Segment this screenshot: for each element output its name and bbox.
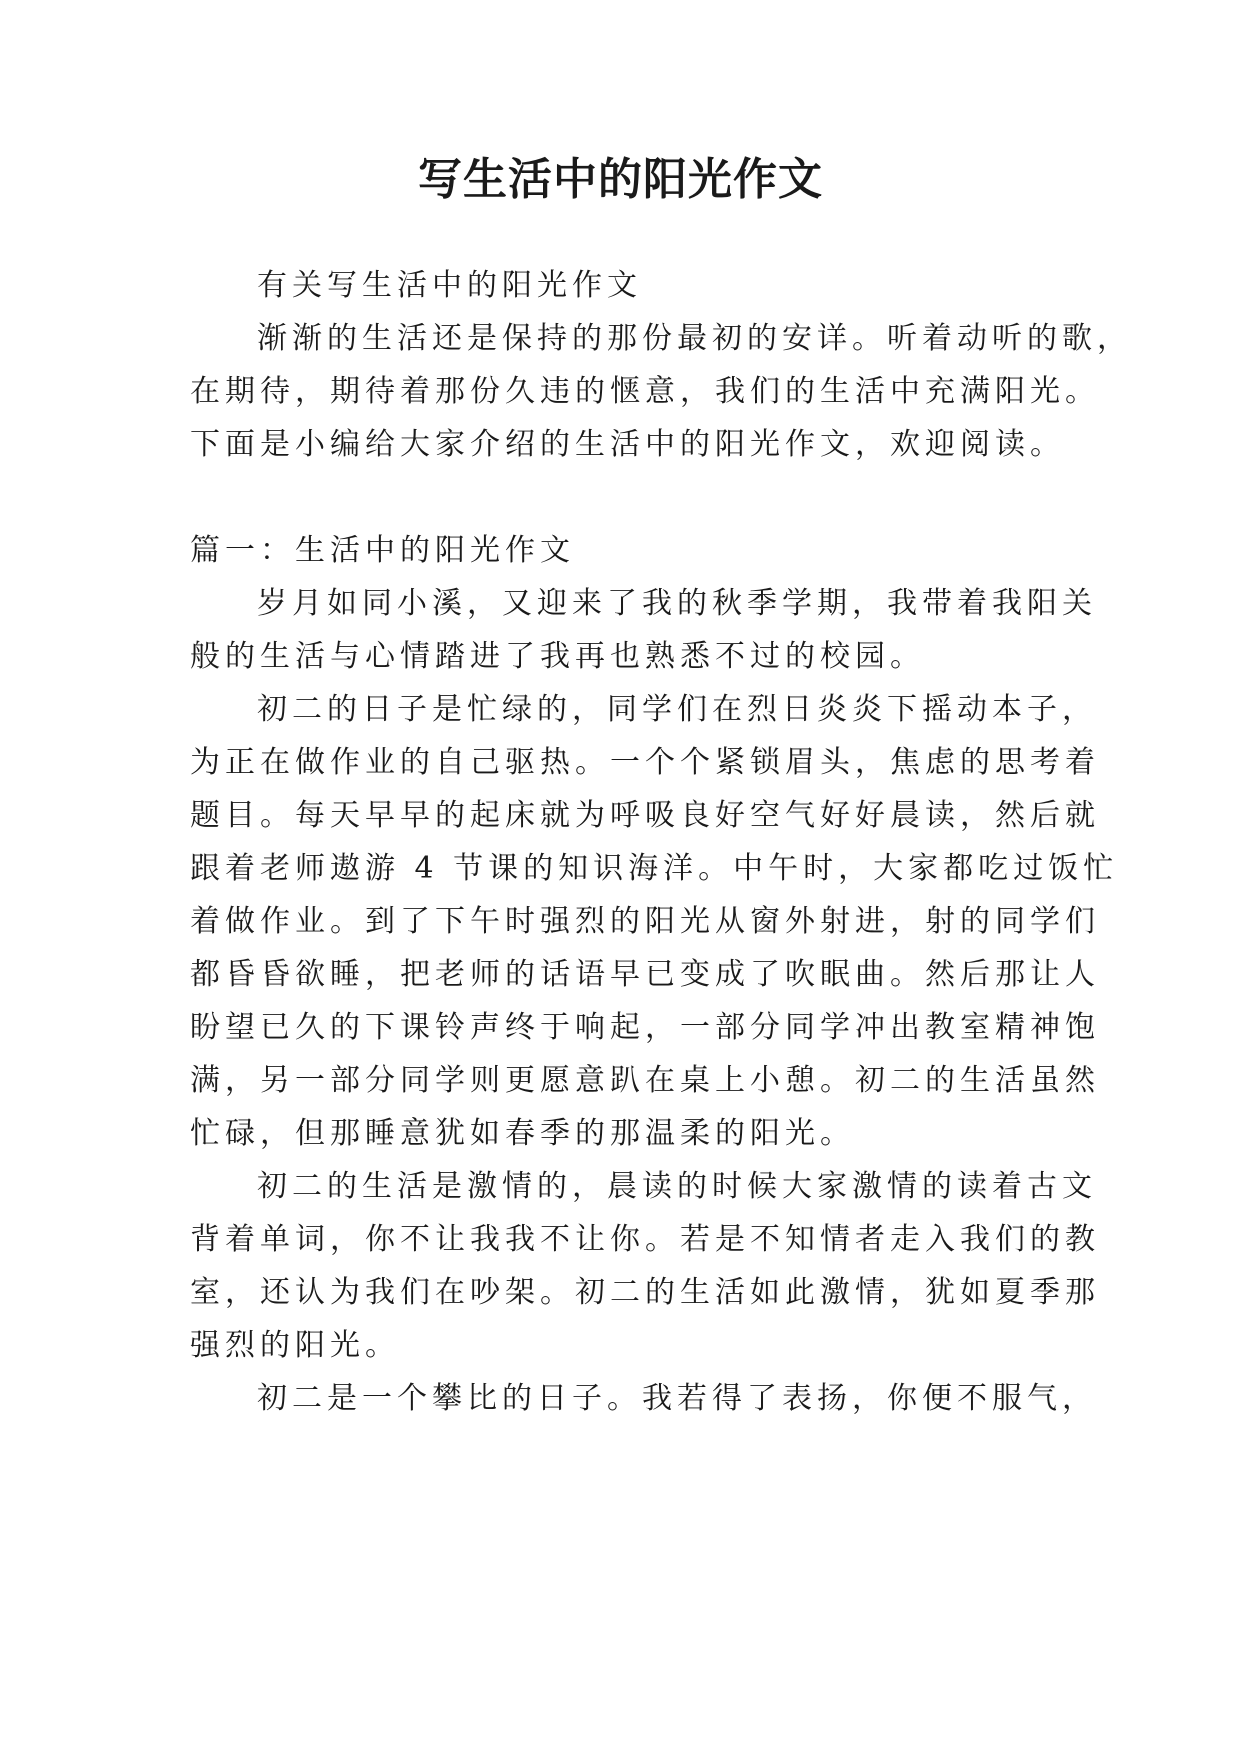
section-heading: 篇一：生活中的阳光作文: [190, 533, 575, 568]
body-line: 忙碌，但那睡意犹如春季的那温柔的阳光。: [190, 1116, 855, 1151]
body-line: 盼望已久的下课铃声终于响起，一部分同学冲出教室精神饱: [190, 1010, 1100, 1045]
body-line: 为正在做作业的自己驱热。一个个紧锁眉头，焦虑的思考着: [190, 745, 1100, 780]
body-line: 在期待，期待着那份久违的惬意，我们的生活中充满阳光。: [190, 374, 1100, 409]
body-line: 题目。每天早早的起床就为呼吸良好空气好好晨读，然后就: [190, 798, 1100, 833]
body-line: 初二的日子是忙绿的，同学们在烈日炎炎下摇动本子，: [257, 692, 1097, 727]
body-line: 强烈的阳光。: [190, 1328, 400, 1363]
subtitle-line: 有关写生活中的阳光作文: [257, 268, 642, 303]
body-line: 都昏昏欲睡，把老师的话语早已变成了吹眠曲。然后那让人: [190, 957, 1100, 992]
body-line: 初二是一个攀比的日子。我若得了表扬，你便不服气，: [257, 1381, 1097, 1416]
body-line: 渐渐的生活还是保持的那份最初的安详。听着动听的歌，: [257, 321, 1132, 356]
body-line: 室，还认为我们在吵架。初二的生活如此激情，犹如夏季那: [190, 1275, 1100, 1310]
body-line: 下面是小编给大家介绍的生活中的阳光作文，欢迎阅读。: [190, 427, 1065, 462]
document-title: 写生活中的阳光作文: [418, 154, 823, 205]
body-line: 着做作业。到了下午时强烈的阳光从窗外射进，射的同学们: [190, 904, 1100, 939]
body-line: 岁月如同小溪，又迎来了我的秋季学期，我带着我阳关: [257, 586, 1097, 621]
body-line: 背着单词，你不让我我不让你。若是不知情者走入我们的教: [190, 1222, 1100, 1257]
body-line: 初二的生活是激情的，晨读的时候大家激情的读着古文: [257, 1169, 1097, 1204]
body-line: 满，另一部分同学则更愿意趴在桌上小憩。初二的生活虽然: [190, 1063, 1100, 1098]
body-line: 般的生活与心情踏进了我再也熟悉不过的校园。: [190, 639, 925, 674]
body-line: 跟着老师遨游 4 节课的知识海洋。中午时，大家都吃过饭忙: [190, 851, 1119, 886]
